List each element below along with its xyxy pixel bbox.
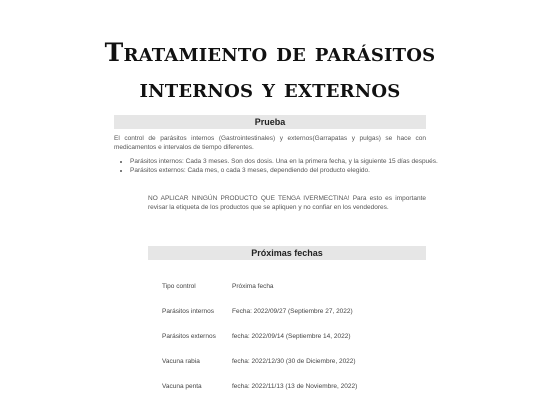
section-heading-prueba: Prueba <box>114 115 426 129</box>
table-header-row <box>148 283 426 293</box>
table-cell-type: Vacuna rabia <box>162 358 200 365</box>
table-row <box>148 383 426 393</box>
column-header-tipo: Tipo control <box>162 283 196 290</box>
table-cell-date: Fecha: 2022/09/27 (Septiembre 27, 2022) <box>232 308 353 315</box>
table-row <box>148 308 426 318</box>
list-item: • Parásitos internos: Cada 3 meses. Son dos dosis. Una en la primera fecha, y la siguiente 15 días después. <box>130 158 438 167</box>
warning-text: NO APLICAR NINGÚN PRODUCTO QUE TENGA IVERMECTINA! Para esto es importante revisar la etiqueta de los productos que se apliquen y no confiar en los vendedores. <box>148 195 426 211</box>
page-title: Tratamiento de parásitos internos y externos <box>104 37 436 103</box>
column-header-fecha: Próxima fecha <box>232 283 274 290</box>
table-cell-type: Vacuna penta <box>162 383 202 390</box>
section-heading-proximas-fechas: Próximas fechas <box>148 246 426 260</box>
table-cell-type: Parásitos internos <box>162 308 215 315</box>
intro-paragraph: El control de parásitos internos (Gastrointestinales) y externos(Garrapatas y pulgas) se hace con medicamentos e intervalos de tiempo diferentes. <box>114 135 426 151</box>
list-item: • Parásitos externos: Cada mes, o cada 3 meses, dependiendo del producto elegido. <box>130 167 438 176</box>
table-cell-date: fecha: 2022/12/30 (30 de Diciembre, 2022) <box>232 358 356 365</box>
table-row <box>148 333 426 343</box>
table-cell-type: Parásitos externos <box>162 333 216 340</box>
table-cell-date: fecha: 2022/11/13 (13 de Noviembre, 2022) <box>232 383 358 390</box>
table-row <box>148 358 426 368</box>
table-cell-date: fecha: 2022/09/14 (Septiembre 14, 2022) <box>232 333 351 340</box>
parasite-list <box>118 158 438 175</box>
